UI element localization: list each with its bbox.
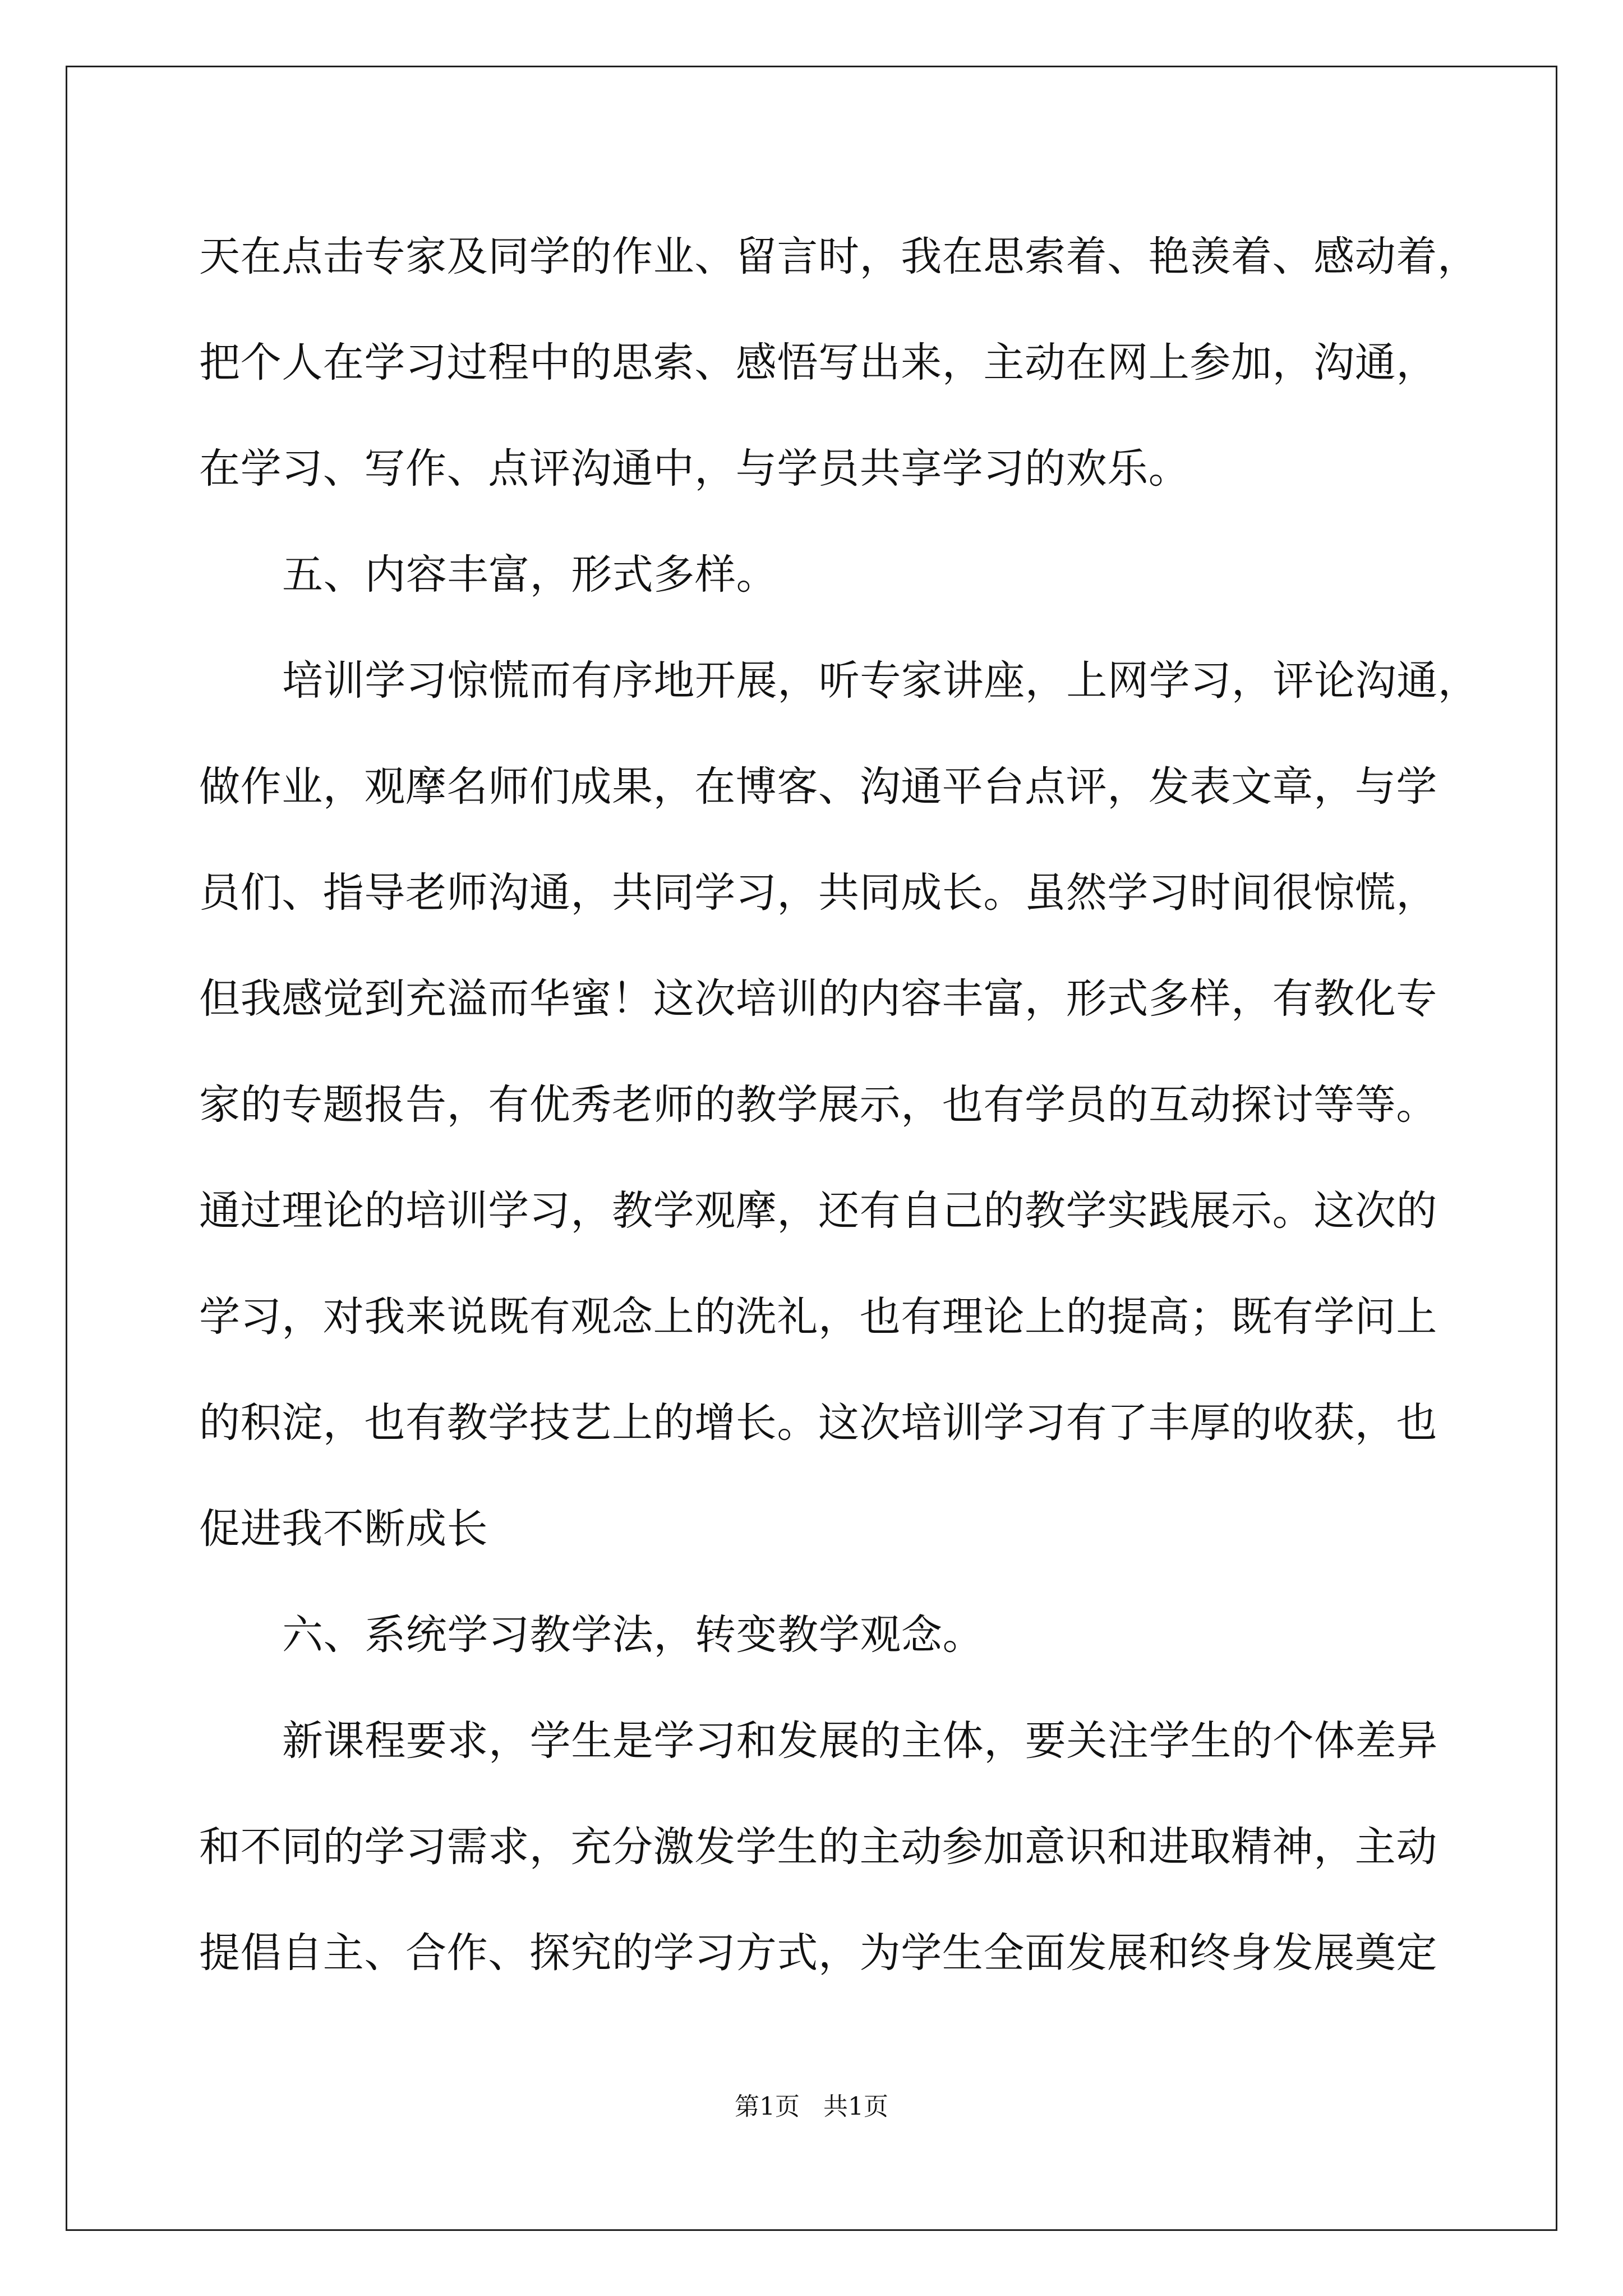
text-line-9: 家的专题报告，有优秀老师的教学展示，也有学员的互动探讨等等。 (199, 1081, 1437, 1129)
text-line-7: 员们、指导老师沟通，共同学习，共同成长。虽然学习时间很惊慌， (199, 869, 1437, 917)
text-line-1: 天在点击专家及同学的作业、留言时，我在思索着、艳羡着、感动着， (199, 233, 1479, 280)
text-line-16: 和不同的学习需求，充分激发学生的主动参加意识和进取精神，主动 (199, 1823, 1437, 1871)
text-line-6: 做作业，观摩名师们成果，在博客、沟通平台点评，发表文章，与学 (199, 763, 1437, 811)
text-line-17: 提倡自主、合作、探究的学习方式，为学生全面发展和终身发展奠定 (199, 1929, 1437, 1977)
text-line-13: 促进我不断成长 (199, 1505, 488, 1553)
text-line-8: 但我感觉到充溢而华蜜！这次培训的内容丰富，形式多样，有教化专 (199, 975, 1437, 1023)
page-total: 共1页 (823, 2092, 888, 2121)
page-number: 第1页 (735, 2092, 800, 2121)
paragraph-start-1: 培训学习惊慌而有序地开展，听专家讲座，上网学习，评论沟通， (282, 657, 1479, 705)
text-line-2: 把个人在学习过程中的思索、感悟写出来，主动在网上参加，沟通， (199, 339, 1437, 386)
text-line-10: 通过理论的培训学习，教学观摩，还有自己的教学实践展示。这次的 (199, 1187, 1437, 1235)
page-border (66, 66, 1557, 2231)
text-line-12: 的积淀，也有教学技艺上的增长。这次培训学习有了丰厚的收获，也 (199, 1399, 1437, 1447)
text-line-11: 学习，对我来说既有观念上的洗礼，也有理论上的提高；既有学问上 (199, 1293, 1437, 1341)
text-line-3: 在学习、写作、点评沟通中，与学员共享学习的欢乐。 (199, 445, 1190, 493)
section-heading-5: 五、内容丰富，形式多样。 (282, 551, 778, 599)
footer-spacer (800, 2092, 823, 2121)
paragraph-start-2: 新课程要求，学生是学习和发展的主体，要关注学生的个体差异 (282, 1717, 1438, 1765)
page-footer (0, 2091, 1623, 2123)
section-heading-6: 六、系统学习教学法，转变教学观念。 (282, 1611, 984, 1659)
